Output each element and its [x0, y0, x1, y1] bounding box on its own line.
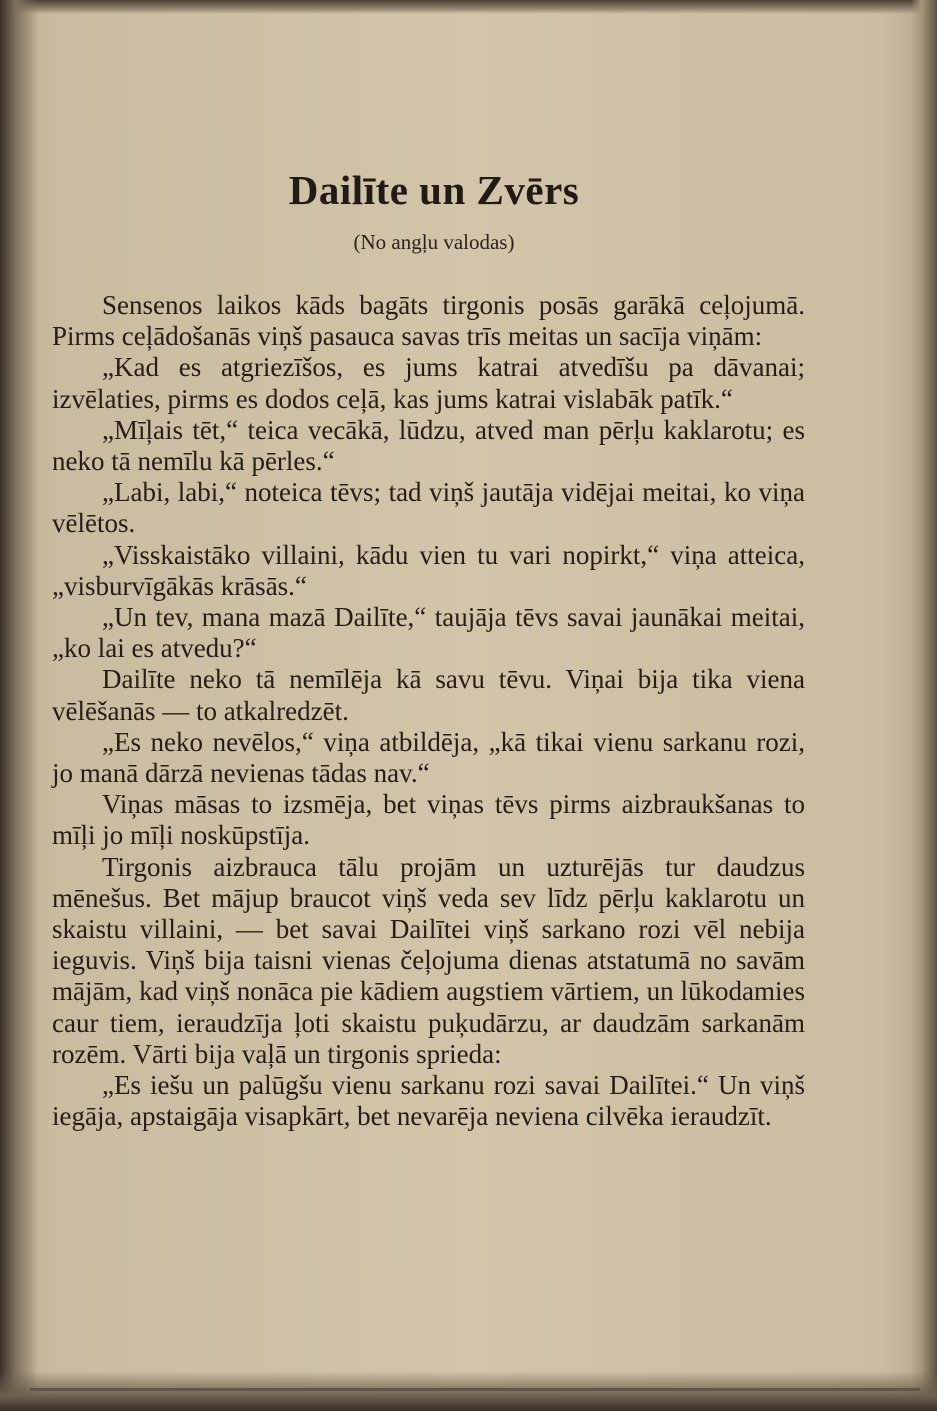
- story-title: Dailīte un Zvērs: [288, 167, 580, 213]
- paragraph: „Un tev, mana mazā Dailīte,“ taujāja tēvs savai jaunākai meitai, „ko lai es atvedu?“: [52, 602, 805, 664]
- paragraph: Viņas māsas to izsmēja, bet viņas tēvs pirms aizbraukšanas to mīļi jo mīļi noskūpstīja.: [52, 789, 805, 851]
- paragraph: „Labi, labi,“ noteica tēvs; tad viņš jautāja vidējai meitai, ko viņa vēlētos.: [52, 477, 805, 539]
- paragraph: „Visskaistāko villaini, kādu vien tu vari nopirkt,“ viņa atteica, „visburvīgākās krāsās.“: [52, 539, 805, 601]
- story-subtitle: (No angļu valodas): [353, 230, 515, 254]
- paragraph: „Es iešu un palūgšu vienu sarkanu rozi savai Dailītei.“ Un viņš iegāja, apstaigāja visapkārt, bet nevarēja neviena cilvēka ieraudzīt.: [52, 1070, 805, 1132]
- paragraph: Sensenos laikos kāds bagāts tirgonis posās garākā ceļojumā. Pirms ceļādošanās viņš pasauca savas trīs meitas un sacīja viņām:: [52, 290, 805, 352]
- story-body: [52, 290, 805, 1132]
- paragraph: „Es neko nevēlos,“ viņa atbildēja, „kā tikai vienu sarkanu rozi, jo manā dārzā nevienas tādas nav.“: [52, 726, 805, 789]
- page-right-edge: [911, 0, 937, 1411]
- paragraph: Tirgonis aizbrauca tālu projām un uzturējās tur daudzus mēnešus. Bet mājup braucot viņš veda sev līdz pērļu kaklarotu un skaistu villaini, — bet savai Dailītei viņš sarkano rozi vēl nebija ieguvis. Viņš bija taisni vienas čeļojuma dienas atstatumā no savām mājām, kad viņš nonāca pie kādiem augstiem vārtiem, un lūkodamies caur tiem, ieraudzīja ļoti skaistu puķudārzu, ar daudzām sarkanām rozēm. Vārti bija vaļā un tirgonis sprieda:: [52, 851, 805, 1069]
- paragraph: „Mīļais tēt,“ teica vecākā, lūdzu, atved man pērļu kaklarotu; es neko tā nemīlu kā pērles.“: [52, 414, 805, 477]
- paragraph: Dailīte neko tā nemīlēja kā savu tēvu. Viņai bija tika viena vēlēšanās — to atkalredzēt.: [52, 664, 805, 726]
- paragraph: „Kad es atgriezīšos, es jums katrai atvedīšu pa dāvanai; izvēlaties, pirms es dodos ceļā, kas jums katrai vislabāk patīk.“: [52, 352, 805, 414]
- page-bottom-edge: [0, 1371, 937, 1411]
- page-top-edge: [0, 0, 937, 14]
